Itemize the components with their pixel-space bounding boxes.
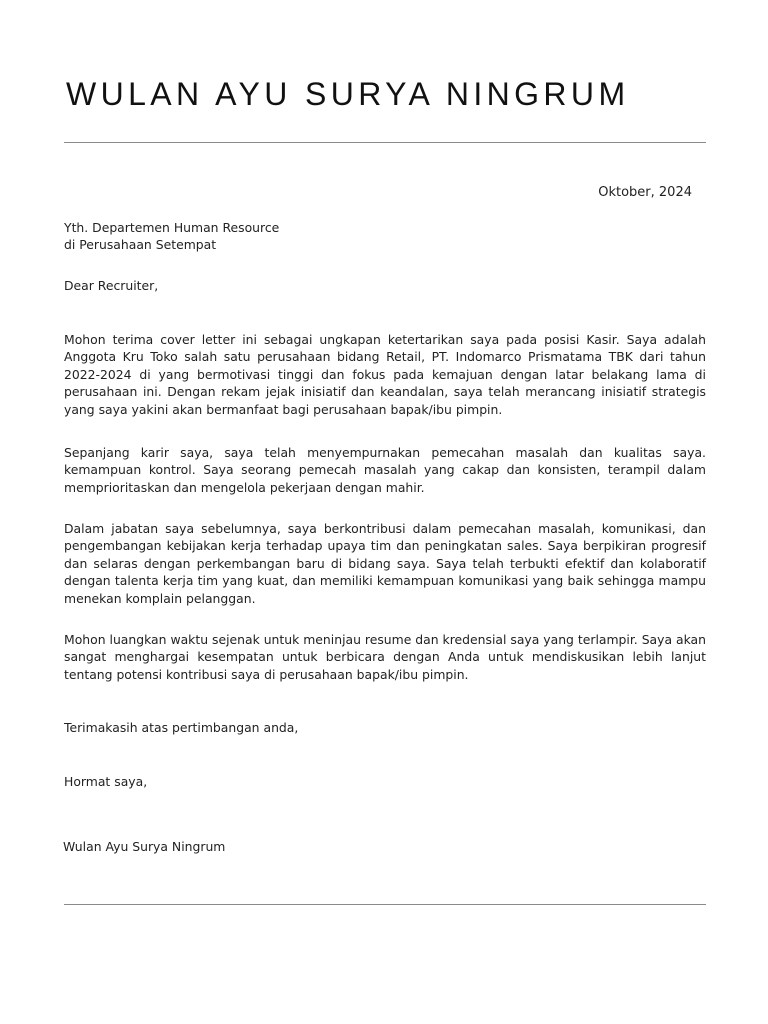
- recipient-address: [64, 219, 706, 254]
- recipient-line-2: di Perusahaan Setempat: [64, 237, 217, 253]
- closing-thanks: Terimakasih atas pertimbangan anda,: [64, 720, 299, 735]
- footer-divider: [64, 904, 706, 905]
- letter-date: Oktober, 2024: [598, 185, 692, 200]
- page-title: WULAN AYU SURYA NINGRUM: [66, 76, 630, 112]
- recipient-line-1: Yth. Departemen Human Resource: [64, 220, 280, 235]
- header-divider: [64, 142, 706, 143]
- body-paragraph-3: Dalam jabatan saya sebelumnya, saya berkontribusi dalam pemecahan masalah, komunikasi, dan pengembangan kebijakan kerja terhadap upaya tim dan peningkatan sales. Saya berpikiran progresif dan selaras dengan perkembangan baru di bidang saya. Saya telah terbukti efektif dan kolaboratif dengan talenta kerja tim yang kuat, dan memiliki kemampuan komunikasi yang baik sehingga mampu menekan komplain pelanggan.: [64, 521, 706, 606]
- signature-name: Wulan Ayu Surya Ningrum: [63, 839, 226, 854]
- body-paragraph-2: Sepanjang karir saya, saya telah menyempurnakan pemecahan masalah dan kualitas saya. kemampuan kontrol. Saya seorang pemecah masalah yang cakap dan konsisten, terampil dalam memprioritaskan dan mengelola pekerjaan dengan mahir.: [64, 445, 706, 495]
- salutation: Dear Recruiter,: [64, 278, 159, 293]
- closing-regards: Hormat saya,: [64, 774, 148, 789]
- body-paragraph-1: Mohon terima cover letter ini sebagai ungkapan ketertarikan saya pada posisi Kasir. Saya adalah Anggota Kru Toko salah satu perusahaan bidang Retail, PT. Indomarco Prismatama TBK dari tahun 2022-2024 di yang bermotivasi tinggi dan fokus pada kemajuan dengan latar belakang lama di perusahaan ini. Dengan rekam jejak inisiatif dan keandalan, saya telah merancang inisiatif strategis yang saya yakini akan bermanfaat bagi perusahaan bapak/ibu pimpin.: [64, 332, 706, 417]
- body-paragraph-4: Mohon luangkan waktu sejenak untuk meninjau resume dan kredensial saya yang terlampir. Saya akan sangat menghargai kesempatan untuk berbicara dengan Anda untuk mendiskusikan lebih lanjut tentang potensi kontribusi saya di perusahaan bapak/ibu pimpin.: [64, 632, 707, 682]
